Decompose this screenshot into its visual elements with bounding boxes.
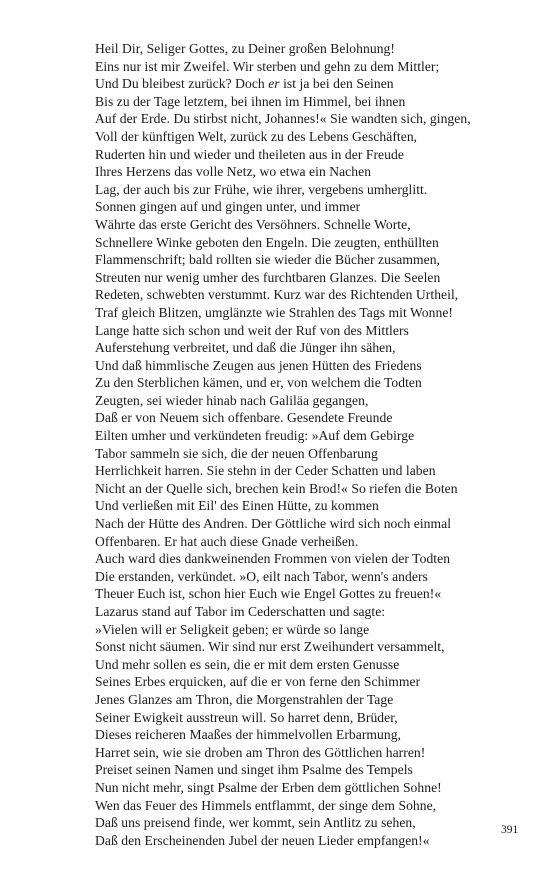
line-text: Flammenschrift; bald rollten sie wieder die Bücher zusammen, — [95, 252, 441, 268]
poem-line — [95, 568, 515, 586]
poem-line — [95, 445, 515, 463]
poem-line — [95, 515, 515, 533]
poem-line — [95, 533, 515, 551]
poem-line — [95, 374, 515, 392]
poem-line — [95, 497, 515, 515]
line-text: Zu den Sterblichen kämen, und er, von welchem die Todten — [95, 375, 422, 391]
poem-line — [95, 779, 515, 797]
poem-line — [95, 58, 515, 76]
poem-line — [95, 181, 515, 199]
poem-line — [95, 621, 515, 639]
line-text: Eins nur ist mir Zweifel. Wir sterben und gehn zu dem Mittler; — [95, 58, 440, 74]
poem-line — [95, 427, 515, 445]
line-text: Lange hatte sich schon und weit der Ruf von des Mittlers — [95, 322, 409, 338]
poem-line — [95, 638, 515, 656]
line-text: Tabor sammeln sie sich, die der neuen Offenbarung — [95, 445, 378, 461]
line-text: Auch ward dies dankweinenden Frommen von vielen der Todten — [95, 551, 451, 567]
poem-line — [95, 832, 515, 850]
line-text: Sonst nicht säumen. Wir sind nur erst Zweihundert versammelt, — [95, 639, 445, 655]
line-text: Redeten, schwebten verstummt. Kurz war des Richtenden Urtheil, — [95, 287, 459, 303]
line-text: Eilten umher und verkündeten freudig: »Auf dem Gebirge — [95, 428, 415, 444]
line-text: Streuten nur wenig umher des furchtbaren Glanzes. Die Seelen — [95, 269, 441, 285]
line-text: Harret sein, wie sie droben am Thron des Göttlichen harren! — [95, 744, 426, 760]
line-text: Seines Erbes erquicken, auf die er von ferne den Schimmer — [95, 674, 421, 690]
poem-line — [95, 216, 515, 234]
line-text: Dieses reicheren Maaßes der himmelvollen Erbarmung, — [95, 727, 402, 743]
line-text: Daß den Erscheinenden Jubel der neuen Lieder empfangen!« — [95, 832, 430, 848]
line-text: Ruderten hin und wieder und theileten aus in der Freude — [95, 146, 404, 162]
line-text: Jenes Glanzes am Thron, die Morgenstrahlen der Tage — [95, 691, 394, 707]
poem-line — [95, 286, 515, 304]
line-text: Und mehr sollen es sein, die er mit dem ersten Genusse — [95, 656, 400, 672]
line-text: Ihres Herzens das volle Netz, wo etwa ein Nachen — [95, 164, 372, 180]
poem-line — [95, 656, 515, 674]
poem-line — [95, 357, 515, 375]
poem-line — [95, 269, 515, 287]
line-text: Und daß himmlische Zeugen aus jenen Hütten des Friedens — [95, 357, 422, 373]
line-text: Voll der künftigen Welt, zurück zu des Lebens Geschäften, — [95, 128, 418, 144]
line-text: Lazarus stand auf Tabor im Cederschatten und sagte: — [95, 604, 386, 619]
poem-line — [95, 691, 515, 709]
line-text: Zeugten, sei wieder hinab nach Galiläa gegangen, — [95, 392, 369, 408]
line-text: Heil Dir, Seliger Gottes, zu Deiner großen Belohnung! — [95, 41, 395, 56]
emphasized-word: er — [268, 76, 280, 92]
poem-line — [95, 814, 515, 832]
line-text: Nun nicht mehr, singt Psalme der Erben dem göttlichen Sohne! — [95, 779, 442, 795]
poem-line — [95, 673, 515, 691]
line-text: ist ja bei den Seinen — [279, 76, 394, 92]
line-text: Lag, der auch bis zur Frühe, wie ihrer, vergebens umherglitt. — [95, 181, 428, 197]
poem-line — [95, 40, 515, 58]
line-text: Schnellere Winke geboten den Engeln. Die zeugten, enthüllten — [95, 234, 439, 250]
poem-line — [95, 603, 515, 621]
line-text: Sonnen gingen auf und gingen unter, und immer — [95, 199, 361, 215]
poem-line — [95, 744, 515, 762]
poem-line — [95, 726, 515, 744]
poem-line — [95, 93, 515, 111]
line-text: Währte das erste Gericht des Versöhners. Schnelle Worte, — [95, 216, 411, 232]
line-text: Und verließen mit Eil' des Einen Hütte, zu kommen — [95, 498, 379, 514]
line-text: Daß uns preisend finde, wer kommt, sein Antlitz zu sehen, — [95, 815, 416, 831]
poem-line — [95, 480, 515, 498]
poem-line — [95, 709, 515, 727]
poem-line — [95, 797, 515, 815]
poem-line — [95, 163, 515, 181]
line-text: Nicht an der Quelle sich, brechen kein Brod!« So riefen die Boten — [95, 480, 458, 496]
poem-line — [95, 585, 515, 603]
poem-line — [95, 251, 515, 269]
poem-line — [95, 392, 515, 410]
poem-line — [95, 462, 515, 480]
poem-line — [95, 234, 515, 252]
poem-text-block — [95, 40, 515, 849]
poem-line — [95, 128, 515, 146]
poem-line — [95, 198, 515, 216]
poem-line — [95, 146, 515, 164]
line-text: Auf der Erde. Du stirbst nicht, Johannes!« Sie wandten sich, gingen, — [95, 111, 471, 127]
line-text: »Vielen will er Seligkeit geben; er würde so lange — [95, 621, 370, 637]
poem-line — [95, 409, 515, 427]
line-text: Die erstanden, verkündet. »O, eilt nach Tabor, wenn's anders — [95, 568, 428, 584]
line-text: Traf gleich Blitzen, umglänzte wie Strahlen des Tags mit Wonne! — [95, 304, 453, 320]
poem-line — [95, 75, 515, 93]
line-text: Wen das Feuer des Himmels entflammt, der singe dem Sohne, — [95, 797, 437, 813]
poem-line — [95, 110, 515, 128]
poem-line — [95, 339, 515, 357]
line-text: Nach der Hütte des Andren. Der Göttliche wird sich noch einmal — [95, 516, 452, 532]
line-text: Preiset seinen Namen und singet ihm Psalme des Tempels — [95, 762, 413, 778]
line-text: Herrlichkeit harren. Sie stehn in der Ceder Schatten und laben — [95, 463, 436, 479]
line-text: Daß er von Neuem sich offenbare. Gesendete Freunde — [95, 410, 393, 426]
line-text: Und Du bleibest zurück? Doch — [95, 76, 269, 92]
page-number: 391 — [501, 824, 519, 836]
line-text: Theuer Euch ist, schon hier Euch wie Engel Gottes zu freuen!« — [95, 586, 442, 602]
poem-line — [95, 761, 515, 779]
line-text: Auferstehung verbreitet, und daß die Jünger ihn sähen, — [95, 340, 396, 356]
line-text: Bis zu der Tage letztem, bei ihnen im Himmel, bei ihnen — [95, 93, 406, 109]
line-text: Seiner Ewigkeit ausstreun will. So harret denn, Brüder, — [95, 709, 398, 725]
poem-line — [95, 304, 515, 322]
poem-line — [95, 550, 515, 568]
poem-line — [95, 322, 515, 340]
line-text: Offenbaren. Er hat auch diese Gnade verheißen. — [95, 533, 359, 549]
